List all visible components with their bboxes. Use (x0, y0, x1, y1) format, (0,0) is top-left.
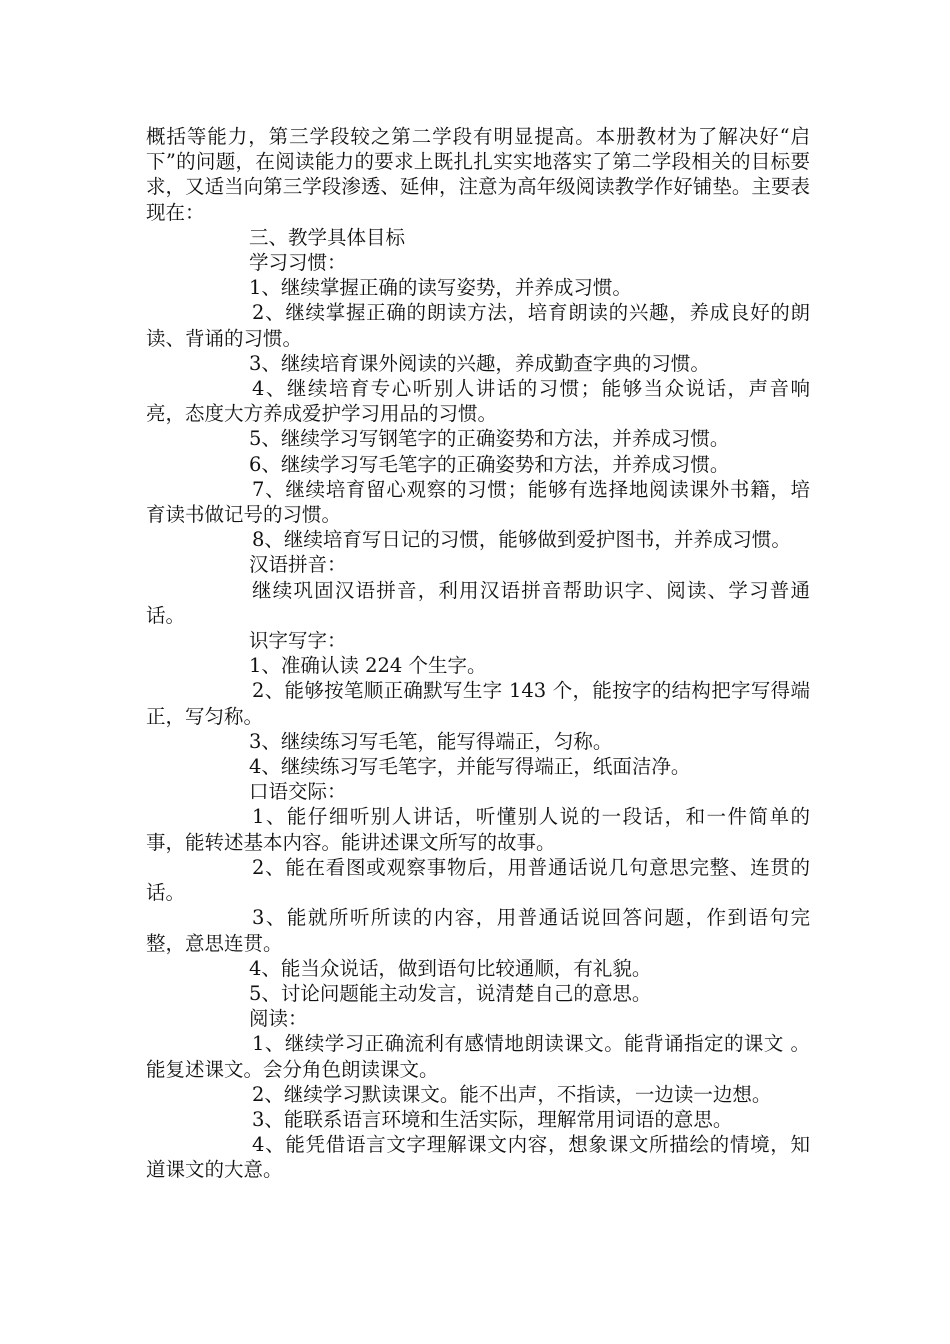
list-item: 1、能仔细听别人讲话，听懂别人说的一段话，和一件简单的事，能转述基本内容。能讲述课文所写的故事。 (146, 805, 810, 854)
document-body (146, 124, 810, 1183)
subheading-literacy-writing: 识字写字： (249, 629, 347, 653)
list-item: 7、继续培育留心观察的习惯；能够有选择地阅读课外书籍，培育读书做记号的习惯。 (146, 477, 810, 527)
list-item: 2、能够按笔顺正确默写生字 143 个，能按字的结构把字写得端正，写匀称。 (146, 679, 810, 728)
list-item: 4、继续培育专心听别人讲话的习惯；能够当众说话，声音响亮，态度大方养成爱护学习用品的习惯。 (146, 377, 810, 426)
list-item: 4、能凭借语言文字理解课文内容，想象课文所描绘的情境，知道课文的大意。 (146, 1133, 810, 1182)
list-item: 2、继续学习默读课文。能不出声，不指读，一边读一边想。 (252, 1082, 772, 1106)
list-item: 3、能联系语言环境和生活实际，理解常用词语的意思。 (252, 1107, 733, 1131)
list-item: 4、能当众说话，做到语句比较通顺，有礼貌。 (249, 956, 652, 980)
subheading-study-habits: 学习习惯： (249, 251, 347, 275)
intro-paragraph: 概括等能力，第三学段较之第二学段有明显提高。本册教材为了解决好“启下”的问题，在阅读能力的要求上既扎扎实实地落实了第二学段相关的目标要求，又适当向第三学段渗透、延伸，注意为高年级阅读教学作好铺垫。主要表现在： (146, 125, 810, 224)
list-item: 2、继续掌握正确的朗读方法，培育朗读的兴趣，养成良好的朗读、背诵的习惯。 (146, 301, 810, 350)
list-item: 4、继续练习写毛笔字，并能写得端正，纸面洁净。 (249, 755, 691, 779)
list-item: 5、讨论问题能主动发言，说清楚自己的意思。 (249, 981, 652, 1005)
subheading-reading: 阅读： (249, 1007, 308, 1031)
list-item: 2、能在看图或观察事物后，用普通话说几句意思完整、连贯的话。 (146, 855, 810, 905)
list-item: 6、继续学习写毛笔字的正确姿势和方法，并养成习惯。 (249, 452, 730, 476)
subheading-oral-communication: 口语交际： (249, 780, 347, 804)
list-item: 1、继续掌握正确的读写姿势，并养成习惯。 (249, 276, 632, 300)
list-item: 3、能就所听所读的内容，用普通话说回答问题，作到语句完整，意思连贯。 (146, 906, 810, 955)
list-item: 1、继续学习正确流利有感情地朗读课文。能背诵指定的课文 。能复述课文。会分角色朗读课文。 (146, 1032, 810, 1081)
list-item: 5、继续学习写钢笔字的正确姿势和方法，并养成习惯。 (249, 427, 730, 451)
subheading-pinyin: 汉语拼音： (249, 553, 347, 577)
list-item: 3、继续练习写毛笔，能写得端正，匀称。 (249, 729, 613, 753)
list-item: 3、继续培育课外阅读的兴趣，养成勤查字典的习惯。 (249, 351, 710, 375)
body-paragraph: 继续巩固汉语拼音，利用汉语拼音帮助识字、阅读、学习普通话。 (146, 578, 810, 627)
section-heading-teaching-goals: 三、教学具体目标 (249, 225, 406, 249)
list-item: 1、准确认读 224 个生字。 (249, 654, 487, 678)
list-item: 8、继续培育写日记的习惯，能够做到爱护图书，并养成习惯。 (252, 528, 791, 552)
